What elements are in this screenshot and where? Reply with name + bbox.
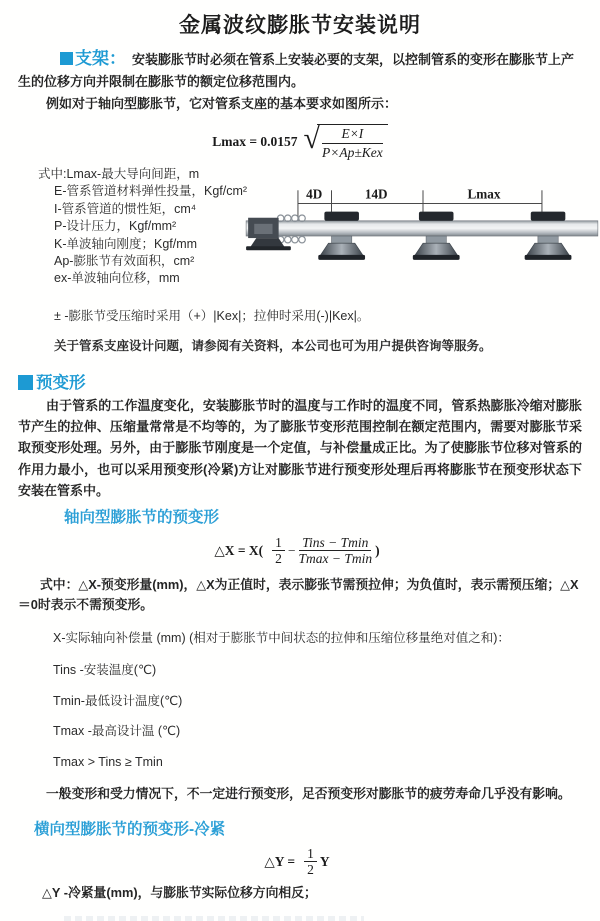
support-intro-paragraph bbox=[18, 48, 582, 93]
support-intro-text: 安装膨胀节时必须在管系上安装必要的支架，以控制管系的变形在膨胀节上产生的位移方向并限制在膨胀节的额定位移范围内。 bbox=[18, 52, 575, 89]
axial-formula bbox=[18, 533, 582, 569]
axial-predeform-heading: 轴向型膨胀节的预变形 bbox=[64, 508, 220, 526]
fraction-denominator: Tmax − Tmin bbox=[298, 551, 373, 567]
section-marker-icon bbox=[18, 375, 33, 390]
axial-note-general: 一般变形和受力情况下，不一定进行预变形，足否预变形对膨胀节的疲劳寿命几乎没有影响。 bbox=[46, 785, 571, 801]
formula-lhs: △Y = bbox=[264, 853, 296, 869]
axial-note-tins: Tins -安装温度(℃) bbox=[53, 662, 157, 677]
lmax-formula bbox=[18, 121, 582, 163]
fraction-denominator: 2 bbox=[307, 862, 314, 878]
formula-denominator: P×Ap±Kex bbox=[322, 144, 383, 160]
fraction-numerator: 1 bbox=[272, 535, 285, 551]
truncated-text-line bbox=[64, 916, 364, 921]
formula-numerator: E×I bbox=[322, 126, 383, 144]
pipe bbox=[246, 221, 598, 236]
definition-line: P-设计压力，Kgf/mm² bbox=[54, 219, 177, 234]
formula-lhs: △X = X( bbox=[214, 542, 264, 558]
service-note: 关于管系支座设计问题，请参阅有关资料，本公司也可为用户提供咨询等服务。 bbox=[54, 339, 492, 353]
section-marker-icon bbox=[60, 52, 73, 65]
plus-minus-note: ± -膨胀节受压缩时采用（+）|Kex|；拉伸时采用(-)|Kex|。 bbox=[54, 308, 370, 323]
axial-note-relation: Tmax > Tins ≥ Tmin bbox=[53, 754, 163, 769]
formula-rhs: ) bbox=[375, 542, 380, 558]
predeform-heading-text: 预变形 bbox=[36, 373, 86, 392]
axial-note-main: 式中：△X-预变形量(mm)，△X为正值时，表示膨张节需预拉伸；为负值时，表示需预压缩；△X＝0时表示不需预变形。 bbox=[18, 576, 579, 613]
pipe-support-diagram bbox=[240, 180, 600, 288]
page-title: 金属波纹膨胀节安装说明 bbox=[179, 14, 421, 37]
definition-line: I-管系管道的惯性矩，cm⁴ bbox=[54, 201, 197, 216]
radical-expression bbox=[303, 121, 388, 161]
support-section-label: 支架： bbox=[75, 49, 126, 68]
definition-line: ex-单波轴向位移，mm bbox=[54, 271, 180, 286]
minus-operator: − bbox=[287, 542, 296, 558]
formula-rhs: Y bbox=[319, 853, 330, 869]
definition-line: E-管系管道材料弹性投量，Kgf/cm² bbox=[54, 184, 248, 199]
lateral-note: △Y -冷紧量(mm)，与膨胀节实际位移方向相反； bbox=[42, 884, 317, 900]
definitions-and-diagram bbox=[18, 166, 582, 294]
predeform-paragraph: 由于管系的工作温度变化，安装膨胀节时的温度与工作时的温度不同，管系热膨胀冷缩对膨胀节产生的拉伸、压缩量常常是不均等的，为了膨胀节变形范围控制在额定范围内，需要对膨胀节采取预变形处理。另外，由于膨胀节刚度是一个定值，与补偿量成正比。为了使膨胀节位移对管系的作用力最小，也可以采用预变形(冷紧)方让对膨胀节进行预变形处理后再将膨胀节在预变形状态下安装在管系中。 bbox=[18, 397, 582, 499]
lateral-formula bbox=[18, 847, 582, 877]
predeform-section-header bbox=[18, 369, 582, 393]
dim-label-4d: 4D bbox=[306, 186, 323, 202]
dim-label-14d: 14D bbox=[364, 186, 388, 202]
fraction-denominator: 2 bbox=[275, 551, 282, 567]
radical-icon: √ bbox=[303, 121, 321, 155]
definition-line: Ap-膨胀节有效面积，cm² bbox=[54, 254, 195, 269]
lateral-predeform-heading: 横向型膨胀节的预变形-冷紧 bbox=[34, 820, 226, 838]
fraction-numerator: 1 bbox=[304, 846, 317, 862]
fraction-numerator: Tins − Tmin bbox=[299, 535, 371, 551]
dim-label-lmax: Lmax bbox=[467, 186, 501, 202]
definition-line: 式中:Lmax-最大导向间距，m bbox=[38, 167, 200, 181]
axial-note-tmin: Tmin-最低设计温度(℃) bbox=[53, 693, 183, 708]
axial-note-tmax: Tmax -最高设计温 (℃) bbox=[53, 724, 181, 739]
formula-lhs: Lmax = 0.0157 bbox=[212, 134, 298, 149]
axial-note-x: X-实际轴向补偿量 (mm) (相对于膨胀节中间状态的拉伸和压缩位移量绝对值之和)： bbox=[53, 631, 510, 646]
support-example-line: 例如对于轴向型膨胀节，它对管系支座的基本要求如图所示： bbox=[46, 96, 398, 111]
definition-line: K-单波轴向刚度；Kgf/mm bbox=[54, 236, 198, 251]
